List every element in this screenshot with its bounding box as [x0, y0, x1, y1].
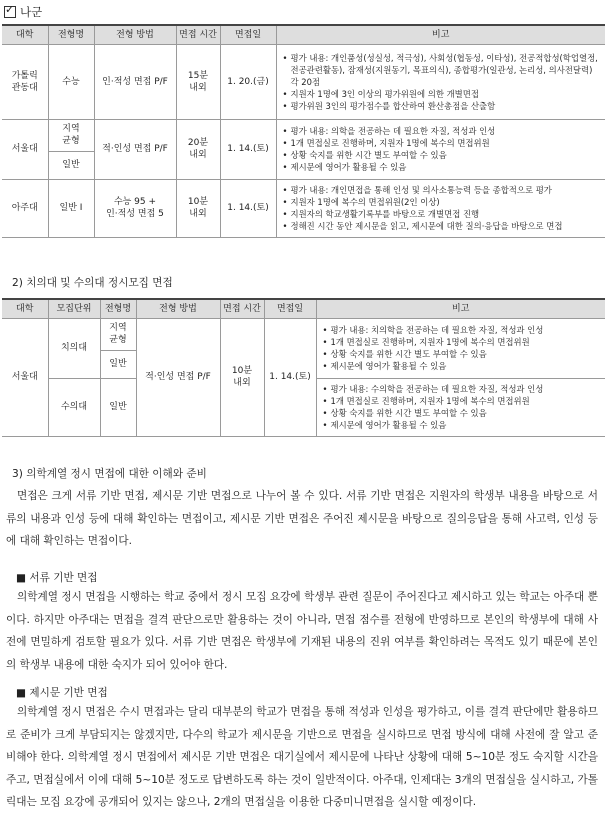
cell-method: 적·인성 면접 P/F — [136, 318, 220, 436]
cell-track: 일반 I — [48, 179, 94, 237]
cell-date: 1. 14.(토) — [220, 119, 276, 179]
table-row — [2, 179, 605, 237]
cell-unit: 수의대 — [48, 378, 100, 436]
cell-univ: 아주대 — [2, 179, 48, 237]
cell-notes: • 평가 내용: 개인면접을 통해 인성 및 의사소통능력 등을 종합적으로 평가 • 지원자 1명에 복수의 면접위원(2인 이상) • 지원자의 학교생활기록부를 바탕으로 개별면접 진행 • 정해진 시간 동안 제시문을 읽고, 제시문에 대한 질의·응답을 바탕으로 면접 — [276, 179, 605, 237]
subsection-passage-title: ■ 제시문 기반 면접 — [16, 687, 108, 699]
table-dental-vet — [2, 298, 605, 437]
header-unit: 모집단위 — [48, 299, 100, 318]
table-na-group — [2, 24, 605, 238]
table-row — [2, 44, 605, 119]
table-row — [2, 119, 605, 151]
cell-method: 인·적성 면접 P/F — [94, 44, 176, 119]
cell-time: 15분 내외 — [176, 44, 220, 119]
header-method: 전형 방법 — [136, 299, 220, 318]
header-track: 전형명 — [48, 25, 94, 44]
cell-track: 일반 — [100, 350, 136, 378]
cell-track: 일반 — [100, 378, 136, 436]
cell-date: 1. 20.(금) — [220, 44, 276, 119]
cell-track: 일반 — [48, 151, 94, 179]
table-row — [2, 318, 605, 350]
subsection-passage-text: 의학계열 정시 면접은 수시 면접과는 달리 대부분의 학교가 면접을 통해 적성과 인성을 평가하고, 이를 결격 판단에만 활용하므로 준비가 크게 부담되지는 않겠지만, 다수의 학교가 제시문을 기반으로 면접을 실시하므로 면접 방식에 대해 사전에 잘 알고 준비해야 한다. 의학계열 정시 면접에서 제시문 기반 면접은 대기실에서 제시문에 나타난 상황에 대해 5~10분 정도 숙지할 시간을 주고, 면접실에서 이에 대해 5~10분 정도로 답변하도록 하는 것이 일반적이다. 아주대, 인제대는 3개의 면접실을 실시하고, 가톨릭대는 모집 요강에 공개되어 있지는 않으나, 2개의 면접실을 이용한 다중미니면접을 실시할 예정이다. — [6, 706, 598, 808]
header-univ: 대학 — [2, 299, 48, 318]
header-univ: 대학 — [2, 25, 48, 44]
cell-notes: • 평가 내용: 개인품성(성실성, 적극성), 사회성(협동성, 이타성), 전공적합성(학업열정, 전공관련활동), 잠재성(지원동기, 목표의식), 종합평가(일관성, 논리성, 의사전달력) 각 20점 • 지원자 1명에 3인 이상의 평가위원에 의한 개별면접 • 평가위원 3인의 평가점수를 합산하여 환산총점을 산출함 — [276, 44, 605, 119]
subsection-document-text: 의학계열 정시 면접을 시행하는 학교 중에서 정시 모집 요강에 학생부 관련 질문이 주어진다고 제시하고 있는 학교는 아주대 뿐이다. 하지만 아주대는 면접을 결격 판단으로만 활용하는 것이 아니라, 면접 점수를 전형에 반영하므로 본인의 학생부에 대해 사전에 면밀하게 검토할 필요가 있다. 서류 기반 면접은 학생부에 기재된 내용의 진위 여부를 확인하려는 목적도 있기 때문에 본인의 학생부 내용에 대한 숙지가 되어 있어야 한다. — [6, 591, 598, 671]
header-time: 면접 시간 — [220, 299, 264, 318]
header-time: 면접 시간 — [176, 25, 220, 44]
header-date: 면접일 — [220, 25, 276, 44]
cell-notes: • 평가 내용: 의학을 전공하는 데 필요한 자질, 적성과 인성 • 1개 면접실로 진행하며, 지원자 1명에 복수의 면접위원 • 상황 숙지를 위한 시간 별도 부여할 수 있음 • 제시문에 영어가 활용될 수 있음 — [276, 119, 605, 179]
cell-notes: • 평가 내용: 수의학을 전공하는 데 필요한 자질, 적성과 인성 • 1개 면접실로 진행하며, 지원자 1명에 복수의 면접위원 • 상황 숙지를 위한 시간 별도 부여할 수 있음 • 제시문에 영어가 활용될 수 있음 — [316, 378, 605, 436]
cell-time: 20분 내외 — [176, 119, 220, 179]
section1-title: 나군 — [20, 5, 43, 19]
cell-univ: 서울대 — [2, 318, 48, 436]
cell-track: 수능 — [48, 44, 94, 119]
cell-unit: 치의대 — [48, 318, 100, 378]
cell-date: 1. 14.(토) — [264, 318, 316, 436]
cell-method: 적·인성 면접 P/F — [94, 119, 176, 179]
cell-track: 지역 균형 — [48, 119, 94, 151]
cell-track: 지역 균형 — [100, 318, 136, 350]
subsection-document-title: ■ 서류 기반 면접 — [16, 572, 98, 584]
header-date: 면접일 — [264, 299, 316, 318]
checkbox-icon — [4, 6, 16, 18]
cell-notes: • 평가 내용: 치의학을 전공하는 데 필요한 자질, 적성과 인성 • 1개 면접실로 진행하며, 지원자 1명에 복수의 면접위원 • 상황 숙지를 위한 시간 별도 부여할 수 있음 • 제시문에 영어가 활용될 수 있음 — [316, 318, 605, 378]
section3-title: 3) 의학계열 정시 면접에 대한 이해와 준비 — [12, 468, 207, 480]
cell-time: 10분 내외 — [220, 318, 264, 436]
cell-univ: 가톨릭 관동대 — [2, 44, 48, 119]
header-method: 전형 방법 — [94, 25, 176, 44]
cell-date: 1. 14.(토) — [220, 179, 276, 237]
header-track: 전형명 — [100, 299, 136, 318]
header-notes: 비고 — [276, 25, 605, 44]
header-notes: 비고 — [316, 299, 605, 318]
section2-title: 2) 치의대 및 수의대 정시모집 면접 — [12, 277, 173, 289]
section3-intro: 면접은 크게 서류 기반 면접, 제시문 기반 면접으로 나누어 볼 수 있다. 서류 기반 면접은 지원자의 학생부 내용을 바탕으로 서류의 내용과 인성 등에 대해 확인하는 면접이고, 제시문 기반 면접은 주어진 제시문을 바탕으로 질의응답을 통해 사고력, 인성 등에 대해 확인하는 면접이다. — [6, 490, 598, 547]
cell-time: 10분 내외 — [176, 179, 220, 237]
cell-univ: 서울대 — [2, 119, 48, 179]
cell-method: 수능 95 + 인·적성 면접 5 — [94, 179, 176, 237]
